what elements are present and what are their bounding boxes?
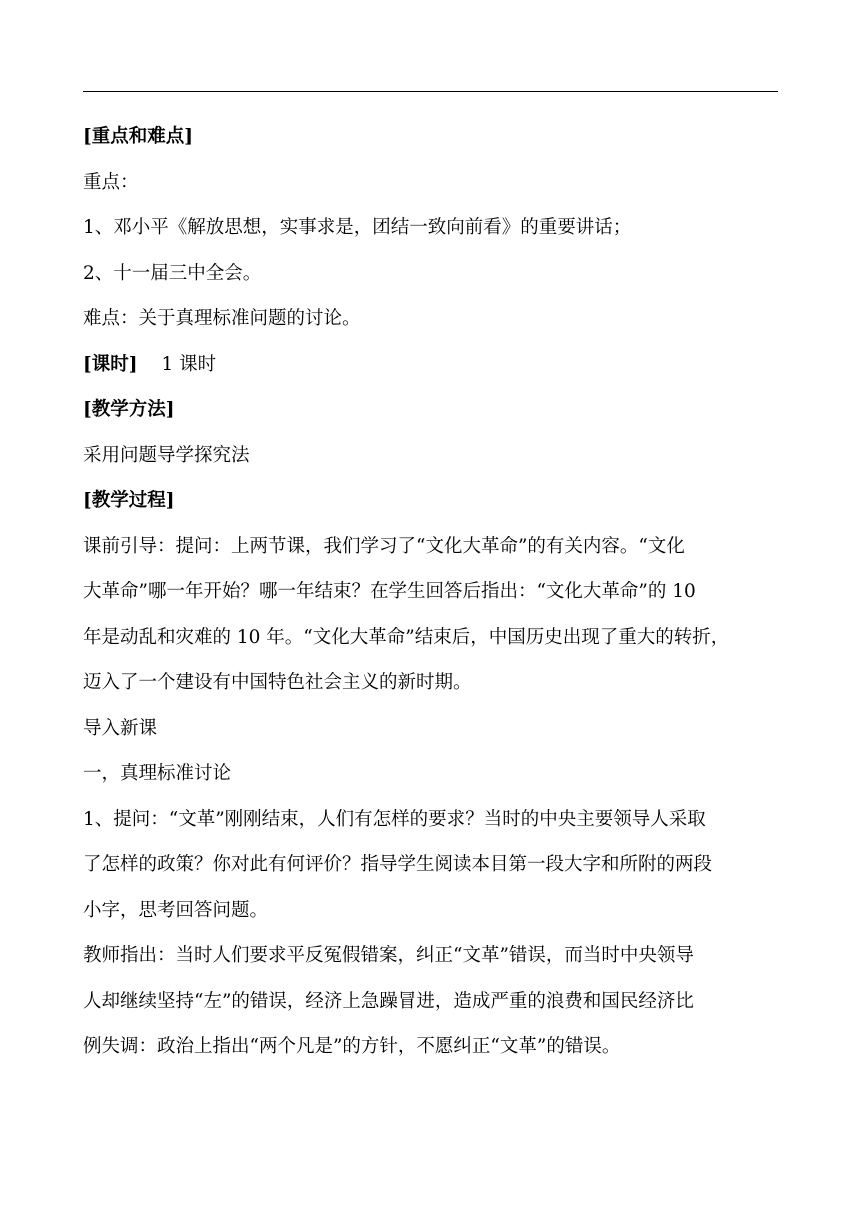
paragraph-line: 例失调：政治上指出“两个凡是”的方针，不愿纠正“文革”的错误。 [83, 1036, 621, 1057]
document-body [83, 126, 783, 1082]
paragraph-line: 迈入了一个建设有中国特色社会主义的新时期。 [83, 672, 472, 693]
heading-class-hours: [课时] [83, 353, 138, 375]
question-paragraph [83, 809, 783, 922]
paragraph-line: 大革命”哪一年开始？哪一年结束？在学生回答后指出：“文化大革命”的 10 [83, 581, 696, 602]
teaching-method-text: 采用问题导学探究法 [83, 444, 250, 466]
heading-key-points: [重点和难点] [83, 126, 194, 147]
header-rule [83, 91, 778, 92]
difficulty-text: 难点：关于真理标准问题的讨论。 [83, 308, 361, 329]
paragraph-line: 课前引导：提问：上两节课，我们学习了“文化大革命”的有关内容。“文化 [83, 535, 685, 557]
teacher-paragraph [83, 945, 783, 1058]
heading-teaching-method: [教学方法] [83, 399, 175, 420]
key-points-label: 重点： [83, 171, 139, 193]
key-point-item-1: 1、邓小平《解放思想，实事求是，团结一致向前看》的重要讲话； [83, 217, 632, 238]
paragraph-line: 了怎样的政策？你对此有何评价？指导学生阅读本目第一段大字和所附的两段 [83, 854, 713, 875]
paragraph-line: 人却继续坚持“左”的错误，经济上急躁冒进，造成严重的浪费和国民经济比 [83, 990, 694, 1012]
paragraph-line: 教师指出：当时人们要求平反冤假错案，纠正“文革”错误，而当时中央领导 [83, 945, 694, 966]
new-lesson-label: 导入新课 [83, 717, 158, 739]
key-point-item-2: 2、十一届三中全会。 [83, 262, 262, 284]
class-hours-value: 1 课时 [161, 353, 217, 375]
section-heading-1: 一，真理标准讨论 [83, 763, 232, 784]
heading-teaching-process: [教学过程] [83, 490, 175, 511]
paragraph-line: 年是动乱和灾难的 10 年。“文化大革命”结束后，中国历史出现了重大的转折， [83, 626, 730, 648]
class-hours-row [83, 354, 783, 376]
paragraph-line: 小字，思考回答问题。 [83, 899, 269, 921]
intro-paragraph [83, 536, 783, 695]
paragraph-line: 1、提问：“文革”刚刚结束，人们有怎样的要求？当时的中央主要领导人采取 [83, 808, 706, 830]
